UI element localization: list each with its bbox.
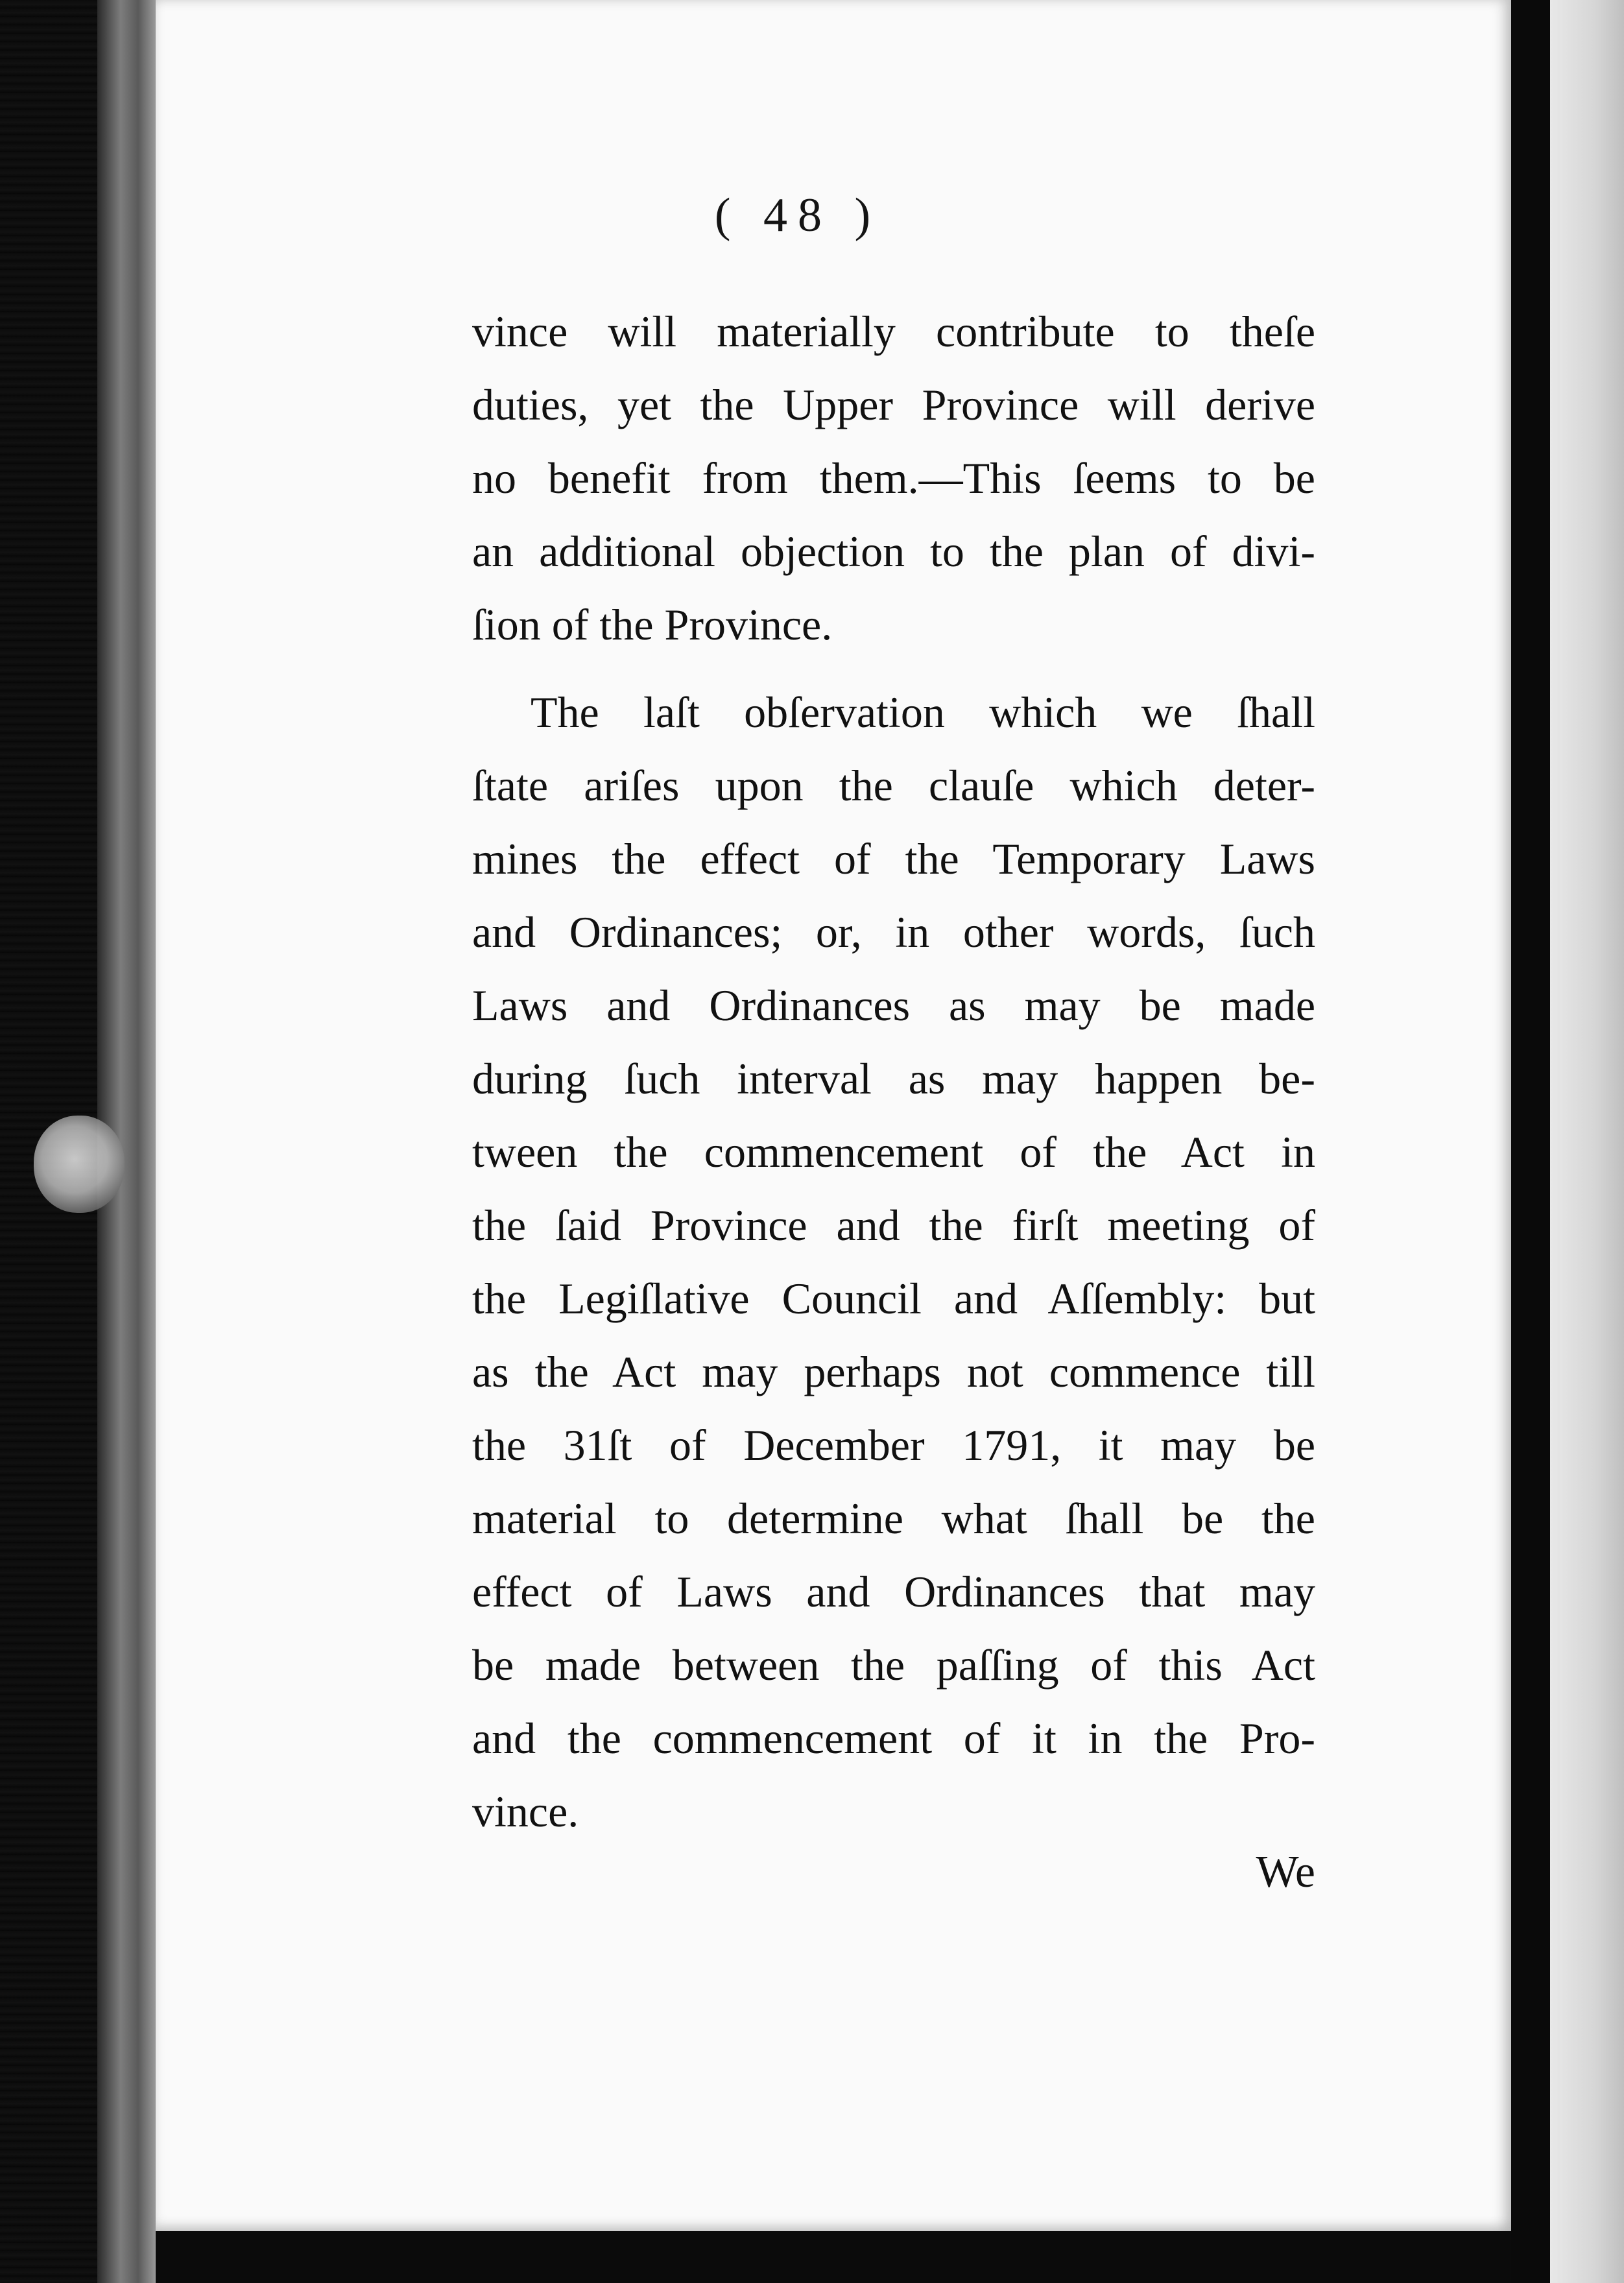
text-line: vince. bbox=[472, 1787, 579, 1836]
right-gutter bbox=[1511, 0, 1550, 2283]
text-line: vince will materially contribute to theſe bbox=[472, 307, 1315, 356]
text-line: an additional objection to the plan of divi- bbox=[472, 527, 1315, 576]
facing-page-edge bbox=[1550, 0, 1624, 2283]
text-line: material to determine what ſhall be the bbox=[472, 1494, 1315, 1543]
bottom-margin-shadow bbox=[156, 2231, 1511, 2283]
text-line: and the commencement of it in the Pro- bbox=[472, 1714, 1315, 1763]
ink-blot-icon bbox=[34, 1116, 125, 1213]
text-line: duties, yet the Upper Province will derive bbox=[472, 380, 1315, 429]
text-line: ſtate ariſes upon the clauſe which deter- bbox=[472, 761, 1315, 810]
paragraph-break bbox=[472, 662, 1315, 676]
text-line: no benefit from them.—This ſeems to be bbox=[472, 453, 1315, 503]
text-line: as the Act may perhaps not commence till bbox=[472, 1347, 1315, 1396]
text-line: the Legiſlative Council and Aſſembly: but bbox=[472, 1274, 1315, 1323]
text-line: the 31ſt of December 1791, it may be bbox=[472, 1420, 1315, 1470]
text-line: tween the commencement of the Act in bbox=[472, 1127, 1315, 1177]
text-line: mines the effect of the Temporary Laws bbox=[472, 834, 1315, 883]
text-line: Laws and Ordinances as may be made bbox=[472, 981, 1315, 1030]
text-line: during ſuch interval as may happen be- bbox=[472, 1054, 1315, 1103]
page-number: ( 48 ) bbox=[714, 189, 881, 242]
text-line: be made between the paſſing of this Act bbox=[472, 1640, 1315, 1690]
catchword: We bbox=[1256, 1847, 1315, 1897]
text-line: ſion of the Province. bbox=[472, 600, 833, 649]
text-line: and Ordinances; or, in other words, ſuch bbox=[472, 907, 1315, 957]
text-line: The laſt obſervation which we ſhall bbox=[531, 687, 1315, 737]
text-line: effect of Laws and Ordinances that may bbox=[472, 1567, 1315, 1616]
body-text bbox=[472, 295, 1315, 1848]
text-line: the ſaid Province and the firſt meeting of bbox=[472, 1201, 1315, 1250]
